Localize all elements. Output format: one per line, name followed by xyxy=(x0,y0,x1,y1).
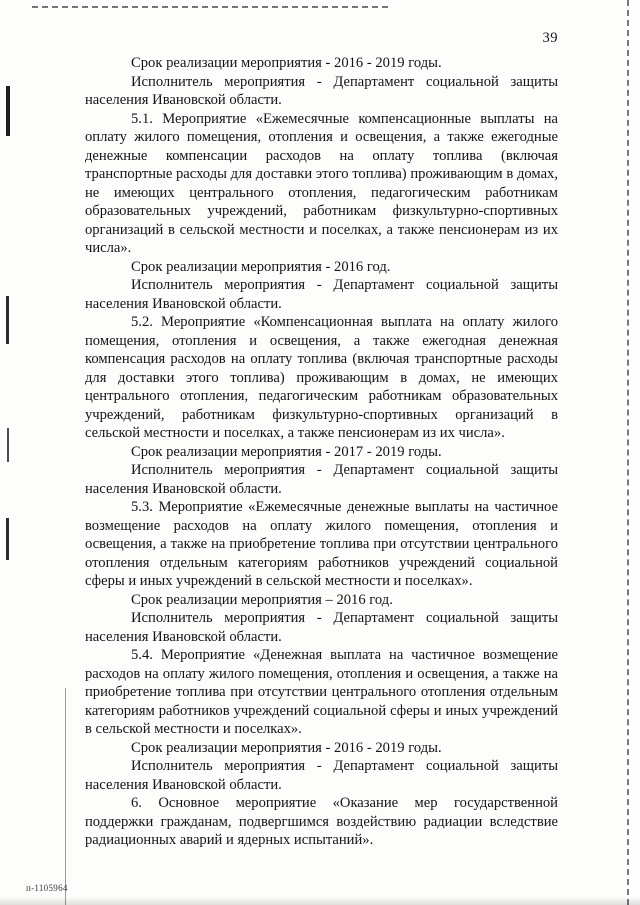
paragraph: Исполнитель мероприятия - Департамент социальной защиты населения Ивановской области. xyxy=(85,277,558,312)
footer-code: п-1105964 xyxy=(26,883,68,893)
paragraph: Срок реализации мероприятия – 2016 год. xyxy=(131,591,393,608)
paragraph: 5.4. Мероприятие «Денежная выплата на частичное возмещение расходов на оплату жилого помещения, отопления и освещения, а также на приобретение топлива при отсутствии центрального отопления отдельным категориям работников учреждений социальной сферы и иных учреждений в сельской местности и поселках». xyxy=(85,647,558,737)
page-number: 39 xyxy=(542,30,558,46)
paragraph: Срок реализации мероприятия - 2016 - 2019 годы. xyxy=(131,739,442,756)
paragraph: Срок реализации мероприятия - 2016 - 2019 годы. xyxy=(131,55,442,71)
scan-artifact-left-vertical-line xyxy=(65,688,66,905)
scan-artifact-bottom-shade xyxy=(0,897,640,905)
scan-artifact-top-dashes xyxy=(32,6,388,8)
scan-artifact-left-bar xyxy=(6,86,10,136)
paragraph: Исполнитель мероприятия - Департамент социальной защиты населения Ивановской области. xyxy=(85,462,558,497)
scan-artifact-left-bar xyxy=(6,296,9,344)
scan-artifact-left-bar xyxy=(7,428,9,462)
paragraph: Исполнитель мероприятия - Департамент социальной защиты населения Ивановской области. xyxy=(85,758,558,793)
document-body xyxy=(85,54,558,850)
paragraph: Исполнитель мероприятия - Департамент социальной защиты населения Ивановской области. xyxy=(85,610,558,645)
paragraph: Исполнитель мероприятия - Департамент социальной защиты населения Ивановской области. xyxy=(85,73,558,108)
scan-artifact-left-bar xyxy=(6,518,9,560)
scan-artifact-right-dashed-line xyxy=(627,0,629,905)
paragraph: 6. Основное мероприятие «Оказание мер государственной поддержки гражданам, подвергшимся воздействию радиации вследствие радиационных аварий и ядерных испытаний». xyxy=(85,795,558,848)
paragraph: Срок реализации мероприятия - 2017 - 2019 годы. xyxy=(131,443,442,460)
paragraph: 5.2. Мероприятие «Компенсационная выплата на оплату жилого помещения, отопления и освещения, а также ежегодная денежная компенсация расходов на оплату топлива (включая транспортные расходы для доставки этого топлива) проживающим в домах, не имеющих центрального отопления, педагогическим работникам образовательных учреждений, работникам физкультурно-спортивных организаций в сельской местности и поселках, а также пенсионерам из их числа». xyxy=(85,314,558,441)
paragraph: 5.1. Мероприятие «Ежемесячные компенсационные выплаты на оплату жилого помещения, отопления и освещения, а также ежегодные денежные компенсации расходов на оплату топлива (включая транспортные расходы для доставки этого топлива) проживающим в домах, не имеющих центрального отопления, педагогическим работникам образовательных учреждений, работникам физкультурно-спортивных организаций в сельской местности и поселках, а также пенсионерам из их числа». xyxy=(85,110,558,256)
paragraph: Срок реализации мероприятия - 2016 год. xyxy=(131,258,391,275)
paragraph: 5.3. Мероприятие «Ежемесячные денежные выплаты на частичное возмещение расходов на оплату жилого помещения, отопления и освещения, а также на приобретение топлива при отсутствии центрального отопления отдельным категориям работников учреждений социальной сферы и иных учреждений в сельской местности и поселках». xyxy=(85,499,558,589)
